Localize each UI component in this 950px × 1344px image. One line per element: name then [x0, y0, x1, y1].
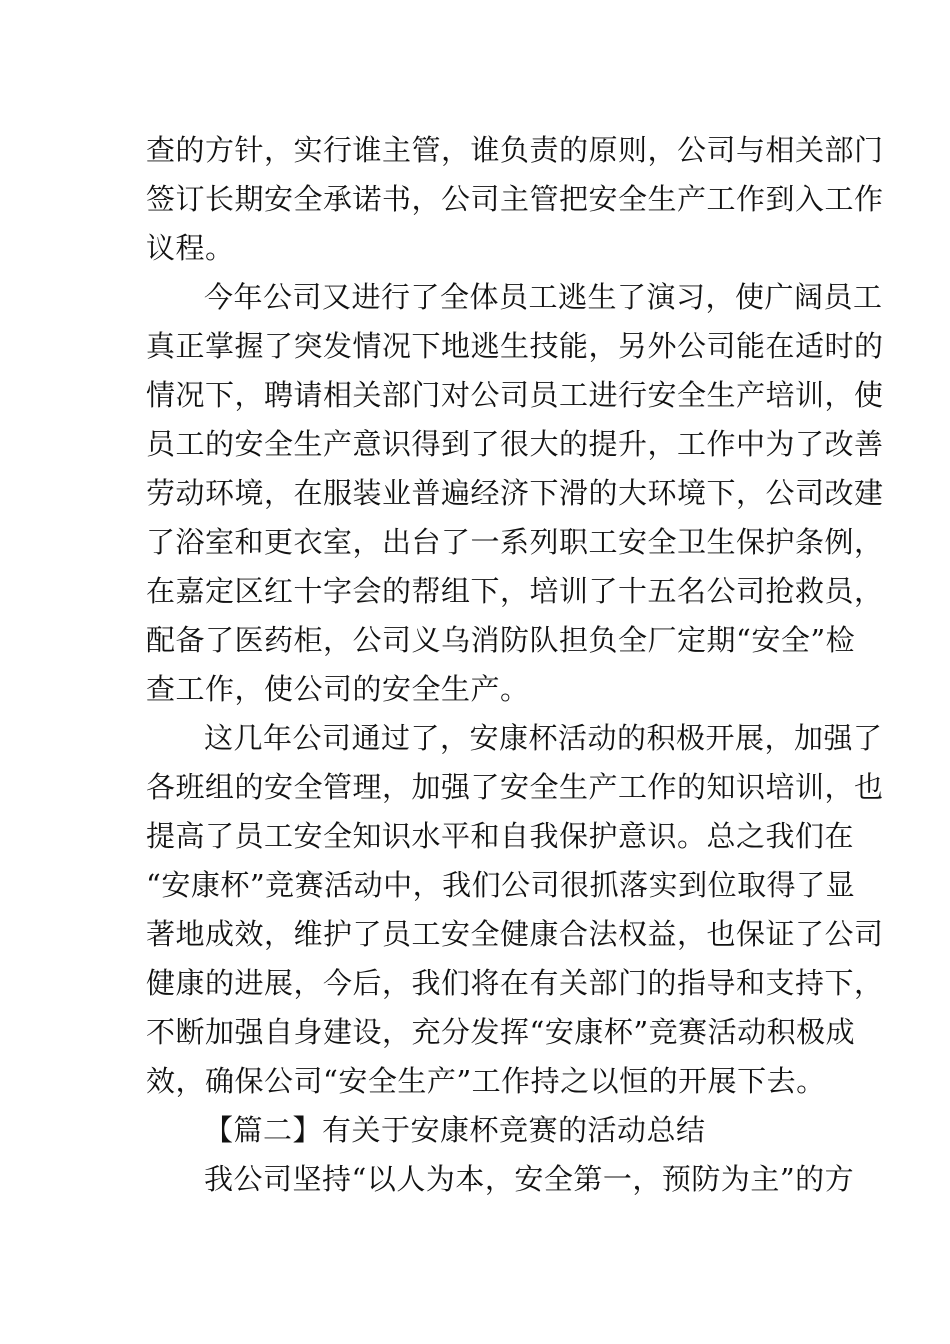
document-body [146, 126, 884, 1204]
text-line: 查的方针，实行谁主管，谁负责的原则，公司与相关部门 [146, 133, 884, 167]
text-line: 效，确保公司“安全生产”工作持之以恒的开展下去。 [146, 1064, 826, 1098]
text-line: 员工的安全生产意识得到了很大的提升，工作中为了改善 [146, 427, 884, 461]
text-line: 今年公司又进行了全体员工逃生了演习，使广阔员工 [204, 280, 883, 314]
text-line: 了浴室和更衣室，出台了一系列职工安全卫生保护条例， [146, 525, 884, 559]
section-heading [146, 1106, 806, 1155]
text-line: 不断加强自身建设，充分发挥“安康杯”竞赛活动积极成 [146, 1015, 856, 1049]
text-line: 签订长期安全承诺书，公司主管把安全生产工作到入工作 [146, 182, 884, 216]
paragraph [146, 1155, 855, 1204]
paragraph [146, 126, 884, 273]
text-line: 真正掌握了突发情况下地逃生技能，另外公司能在适时的 [146, 329, 884, 363]
paragraph [146, 273, 884, 714]
text-line: 各班组的安全管理，加强了安全生产工作的知识培训，也 [146, 770, 884, 804]
text-line: 议程。 [146, 231, 235, 265]
text-line: 提高了员工安全知识水平和自我保护意识。总之我们在 [146, 819, 855, 853]
text-line: 情况下，聘请相关部门对公司员工进行安全生产培训，使 [146, 378, 884, 412]
paragraph [146, 714, 884, 1106]
section-heading-text: 【篇二】有关于安康杯竞赛的活动总结 [204, 1113, 706, 1147]
text-line: 这几年公司通过了，安康杯活动的积极开展，加强了 [204, 721, 883, 755]
text-line: 我公司坚持“以人为本，安全第一，预防为主”的方 [204, 1162, 855, 1196]
text-line: 查工作，使公司的安全生产。 [146, 672, 530, 706]
text-line: 在嘉定区红十字会的帮组下，培训了十五名公司抢救员， [146, 574, 884, 608]
text-line: 配备了医药柜，公司义乌消防队担负全厂定期“安全”检 [146, 623, 856, 657]
text-line: 劳动环境，在服装业普遍经济下滑的大环境下，公司改建 [146, 476, 884, 510]
text-line: “安康杯”竞赛活动中，我们公司很抓落实到位取得了显 [146, 868, 856, 902]
text-line: 健康的进展，今后，我们将在有关部门的指导和支持下， [146, 966, 884, 1000]
text-line: 著地成效，维护了员工安全健康合法权益，也保证了公司 [146, 917, 884, 951]
